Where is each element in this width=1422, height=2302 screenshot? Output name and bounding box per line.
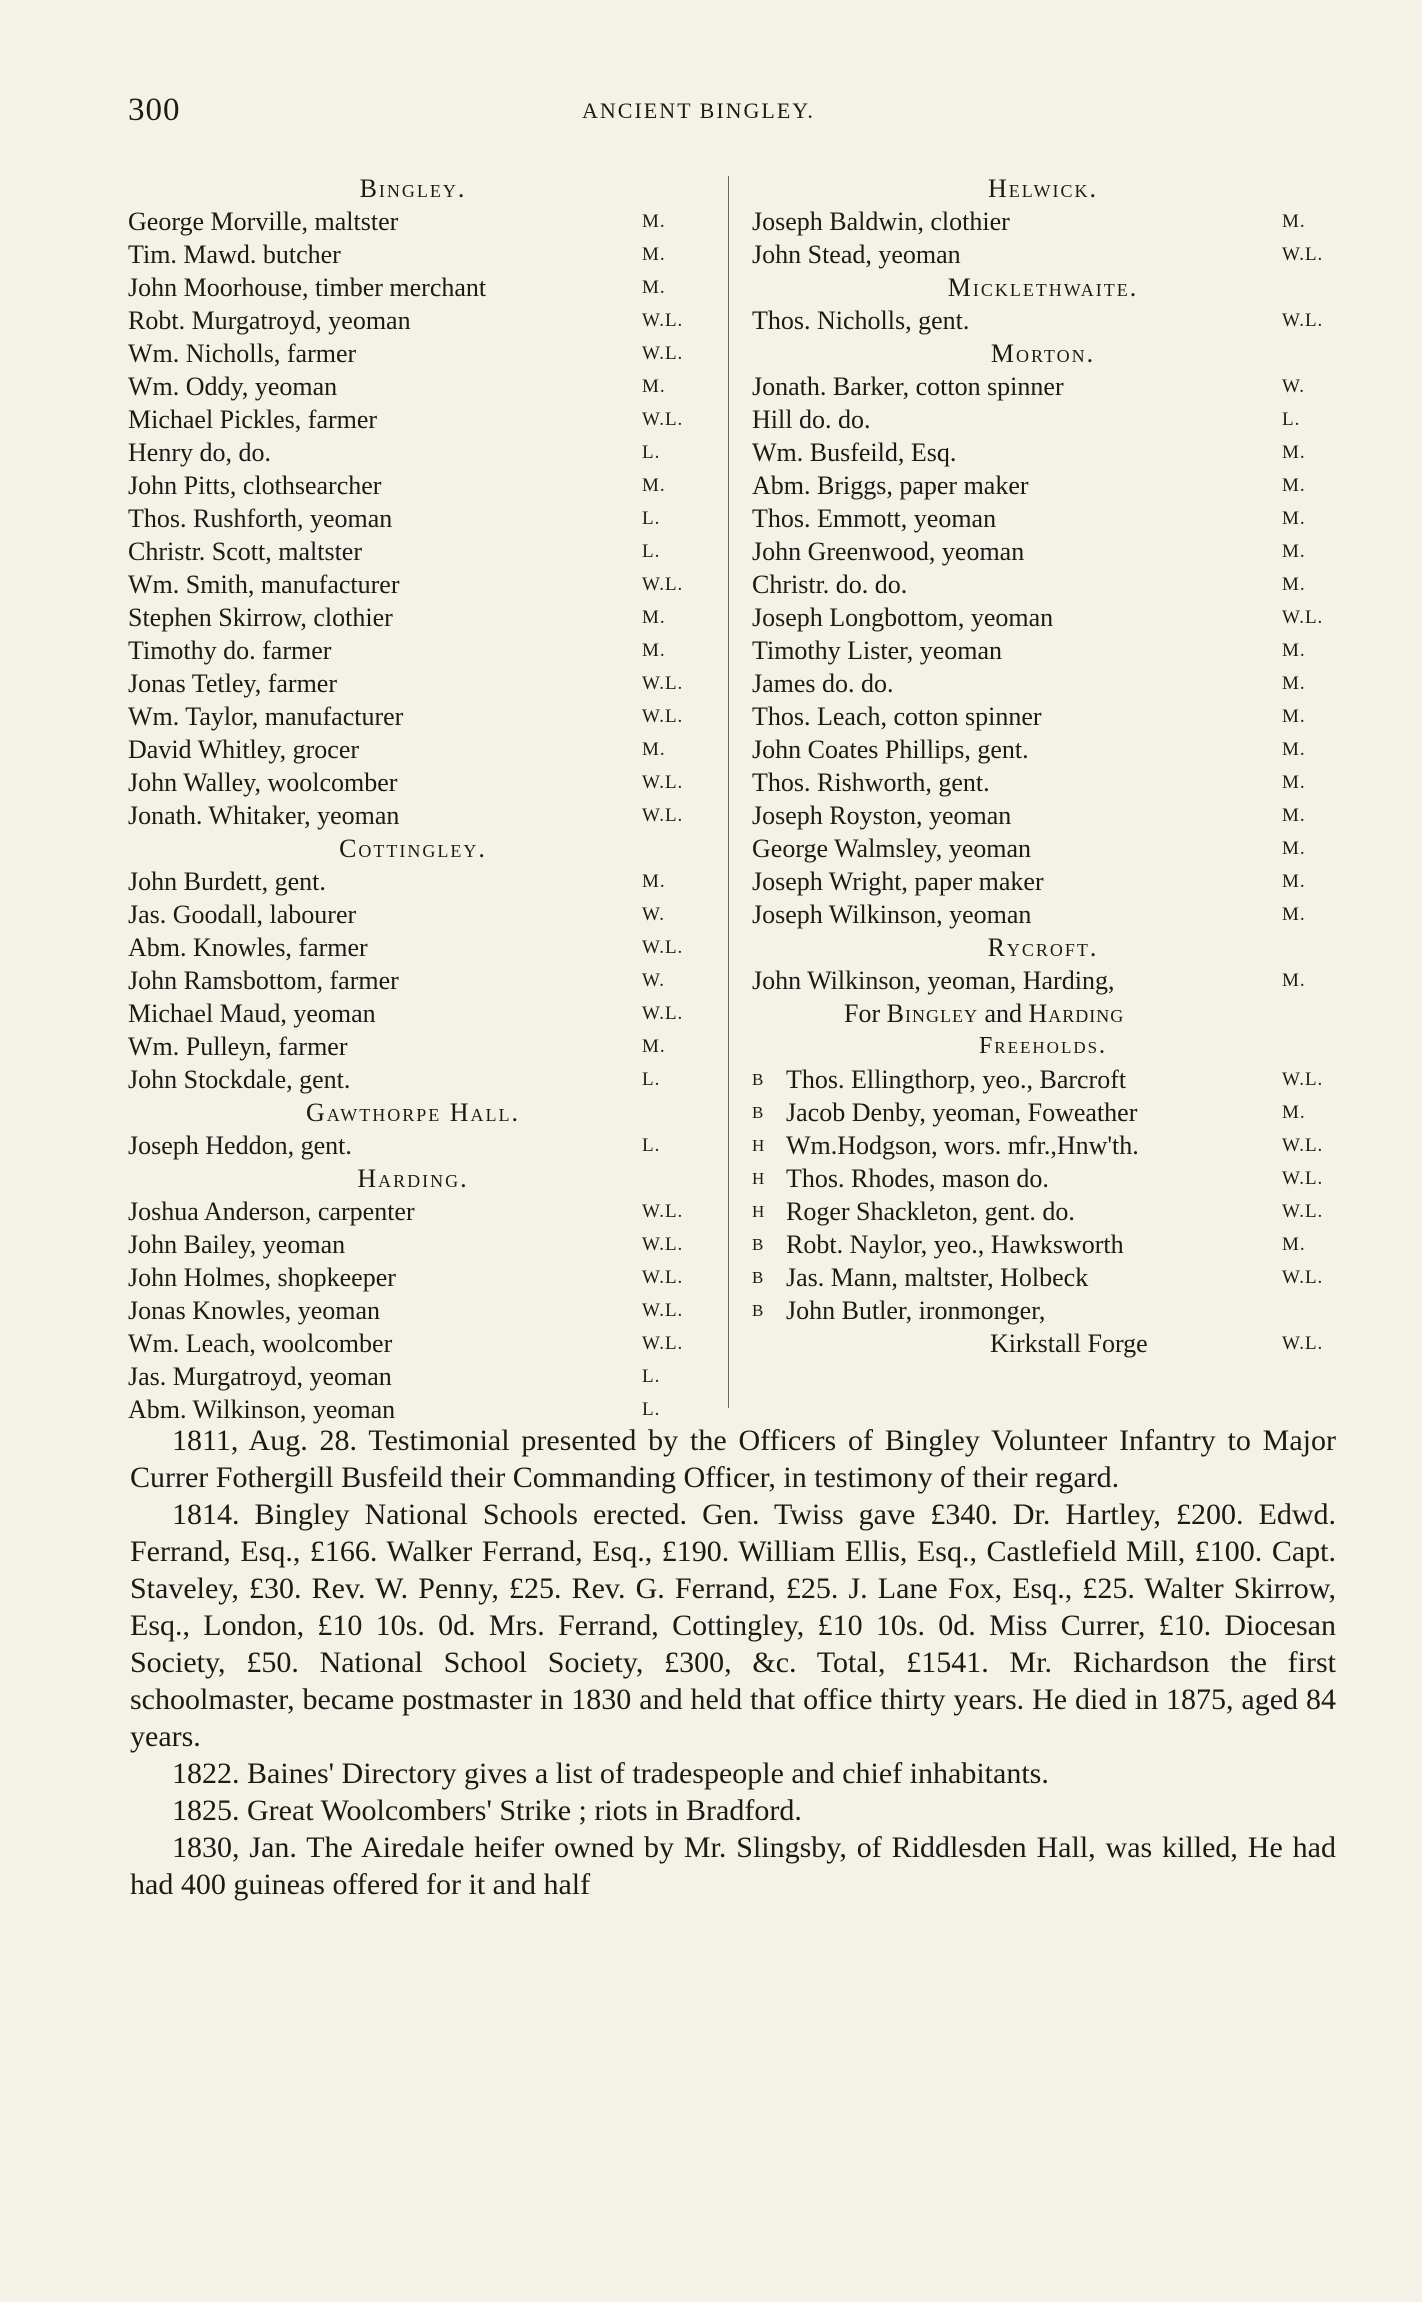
freehold-entry [752, 1195, 1334, 1228]
list-entry [752, 634, 1334, 667]
list-entry [128, 1195, 698, 1228]
freehold-entry [752, 1261, 1334, 1294]
entry-mark: M. [1282, 574, 1306, 595]
entry-name: Wm.Hodgson, wors. mfr.,Hnw'th. [786, 1131, 1139, 1160]
entry-name: Jonath. Barker, cotton spinner [752, 372, 1064, 401]
list-entry [128, 898, 698, 931]
entry-mark: L. [642, 1399, 661, 1420]
entry-mark: M. [1282, 838, 1306, 859]
page-number: 300 [128, 92, 181, 128]
entry-mark: M. [642, 475, 666, 496]
list-entry [128, 502, 698, 535]
list-entry [752, 568, 1334, 601]
entry-name: John Butler, ironmonger, [786, 1296, 1046, 1325]
freehold-entry [752, 1294, 1334, 1327]
entry-mark: W.L. [1282, 310, 1324, 331]
entry-mark: W.L. [1282, 1168, 1324, 1189]
freehold-entry [752, 1129, 1334, 1162]
section-heading: Rycroft. [987, 933, 1099, 962]
freehold-entry [752, 1063, 1334, 1096]
entry-mark: M. [642, 244, 666, 265]
entry-mark: L. [642, 1135, 661, 1156]
list-entry [128, 1030, 698, 1063]
list-entry [752, 304, 1334, 337]
entry-name: Thos. Rushforth, yeoman [128, 504, 393, 533]
entry-mark: W.L. [1282, 607, 1324, 628]
entry-name: Wm. Smith, manufacturer [128, 570, 400, 599]
entry-name: Robt. Murgatroyd, yeoman [128, 306, 411, 335]
section-heading: Helwick. [988, 174, 1098, 203]
entry-mark: M. [1282, 640, 1306, 661]
list-entry [752, 700, 1334, 733]
freeholds-heading-word: Bingley [886, 999, 978, 1028]
entry-name: George Morville, maltster [128, 207, 399, 236]
entry-mark: W. [642, 970, 665, 991]
list-entry [752, 766, 1334, 799]
list-entry [752, 436, 1334, 469]
entry-name: Wm. Nicholls, farmer [128, 339, 357, 368]
entry-name: Abm. Knowles, farmer [128, 933, 368, 962]
entry-mark: W.L. [1282, 1267, 1324, 1288]
entry-name: Jas. Goodall, labourer [128, 900, 357, 929]
body-paragraph: 1814. Bingley National Schools erected. Gen. Twiss gave £340. Dr. Hartley, £200. Edwd. Ferrand, Esq., £166. Walker Ferrand, Esq., £190. William Ellis, Esq., Castlefield Mill, £100. Capt. Staveley, £30. Rev. W. Penny, £25. Rev. G. Ferrand, £25. J. Lane Fox, Esq., £25. Walter Skirrow, Esq., London, £10 10s. 0d. Mrs. Ferrand, Cottingley, £10 10s. 0d. Miss Currer, £10. Diocesan Society, £50. National School Society, £300, &c. Total, £1541. Mr. Richardson the first schoolmaster, became postmaster in 1830 and held that office thirty years. He died in 1875, aged 84 years. [130, 1498, 1336, 1753]
entry-prefix: B [752, 1235, 764, 1254]
left-column [128, 172, 698, 1426]
running-title: ANCIENT BINGLEY. [582, 98, 815, 123]
entry-mark: M. [642, 277, 666, 298]
list-entry [128, 634, 698, 667]
list-entry [752, 832, 1334, 865]
entry-name: James do. do. [752, 669, 894, 698]
list-entry [752, 667, 1334, 700]
entry-name: Stephen Skirrow, clothier [128, 603, 393, 632]
entry-name: Thos. Leach, cotton spinner [752, 702, 1042, 731]
list-entry [128, 733, 698, 766]
list-entry [128, 1327, 698, 1360]
entry-name: Michael Pickles, farmer [128, 405, 378, 434]
list-entry [752, 469, 1334, 502]
body-paragraph: 1811, Aug. 28. Testimonial presented by the Officers of Bingley Volunteer Infantry to Major Currer Fothergill Busfeild their Commanding Officer, in testimony of their regard. [130, 1424, 1336, 1494]
page-header [128, 92, 1328, 142]
entry-prefix: B [752, 1103, 764, 1122]
list-entry [128, 964, 698, 997]
list-entry [128, 205, 698, 238]
entry-mark: M. [642, 607, 666, 628]
list-entry [128, 700, 698, 733]
body-text [130, 1422, 1336, 1903]
section-heading: Cottingley. [339, 834, 487, 863]
list-entry [752, 403, 1334, 436]
list-entry [128, 799, 698, 832]
entry-mark: W.L. [642, 805, 684, 826]
list-entry [128, 1294, 698, 1327]
entry-mark: M. [1282, 904, 1306, 925]
entry-name: Joseph Royston, yeoman [752, 801, 1012, 830]
entry-name: John Wilkinson, yeoman, Harding, [752, 966, 1115, 995]
entry-mark: W.L. [642, 1300, 684, 1321]
entry-mark: M. [642, 871, 666, 892]
freehold-entry [752, 1327, 1334, 1360]
list-entry [752, 535, 1334, 568]
entry-name: John Holmes, shopkeeper [128, 1263, 396, 1292]
entry-name: John Greenwood, yeoman [752, 537, 1025, 566]
entry-mark: M. [1282, 805, 1306, 826]
entry-name: Robt. Naylor, yeo., Hawksworth [786, 1230, 1124, 1259]
entry-name: John Coates Phillips, gent. [752, 735, 1029, 764]
entry-name: John Stead, yeoman [752, 240, 961, 269]
freehold-entry [752, 1162, 1334, 1195]
list-entry [128, 1360, 698, 1393]
entry-name: Jacob Denby, yeoman, Foweather [786, 1098, 1138, 1127]
entry-mark: W.L. [1282, 1135, 1324, 1156]
entry-name: Thos. Ellingthorp, yeo., Barcroft [786, 1065, 1127, 1094]
list-entry [752, 799, 1334, 832]
section-heading: Morton. [990, 339, 1096, 368]
entry-prefix: B [752, 1070, 764, 1089]
entry-mark: W.L. [1282, 1201, 1324, 1222]
list-entry [128, 535, 698, 568]
entry-mark: M. [1282, 673, 1306, 694]
list-entry [752, 205, 1334, 238]
freeholds-heading-line2: Freeholds. [978, 1033, 1108, 1059]
entry-mark: L. [642, 508, 661, 529]
entry-name: Wm. Pulleyn, farmer [128, 1032, 348, 1061]
entry-mark: M. [1282, 508, 1306, 529]
entry-name: Michael Maud, yeoman [128, 999, 376, 1028]
entry-mark: M. [1282, 739, 1306, 760]
entry-name: Wm. Taylor, manufacturer [128, 702, 404, 731]
entry-prefix: H [752, 1136, 765, 1155]
entry-mark: M. [1282, 1102, 1306, 1123]
entry-mark: W.L. [642, 343, 684, 364]
freeholds-heading-word: Harding [1028, 999, 1125, 1028]
entry-name: Hill do. do. [752, 405, 871, 434]
section-heading: Harding. [357, 1164, 469, 1193]
entry-mark: W.L. [642, 409, 684, 430]
list-entry [752, 502, 1334, 535]
entry-mark: W.L. [642, 574, 684, 595]
entry-name: Christr. Scott, maltster [128, 537, 362, 566]
entry-mark: M. [642, 1036, 666, 1057]
list-entry [752, 601, 1334, 634]
entry-mark: M. [1282, 772, 1306, 793]
entry-name: Jonas Knowles, yeoman [128, 1296, 381, 1325]
entry-name: John Stockdale, gent. [128, 1065, 351, 1094]
entry-mark: M. [642, 211, 666, 232]
entry-mark: W. [1282, 376, 1305, 397]
freeholds-heading-word: For [844, 999, 881, 1028]
list-entry [752, 964, 1334, 997]
entry-name: Roger Shackleton, gent. do. [786, 1197, 1075, 1226]
entry-name: Joshua Anderson, carpenter [128, 1197, 415, 1226]
list-entry [128, 469, 698, 502]
list-entry [128, 1063, 698, 1096]
entry-name: Thos. Emmott, yeoman [752, 504, 997, 533]
entry-mark: W.L. [642, 1333, 684, 1354]
entry-mark: W.L. [642, 673, 684, 694]
entry-name: Timothy Lister, yeoman [752, 636, 1003, 665]
freehold-entry [752, 1228, 1334, 1261]
entry-mark: W. [642, 904, 665, 925]
entry-mark: W.L. [642, 310, 684, 331]
entry-name: George Walmsley, yeoman [752, 834, 1032, 863]
entry-name: John Ramsbottom, farmer [128, 966, 399, 995]
entry-mark: W.L. [642, 772, 684, 793]
entry-mark: M. [1282, 1234, 1306, 1255]
list-entry [128, 370, 698, 403]
entry-name: John Bailey, yeoman [128, 1230, 346, 1259]
entry-mark: L. [642, 442, 661, 463]
entry-name: David Whitley, grocer [128, 735, 360, 764]
column-divider [728, 176, 729, 1408]
entry-mark: W.L. [642, 1267, 684, 1288]
section-heading: Gawthorpe Hall. [305, 1098, 521, 1127]
entry-mark: M. [1282, 442, 1306, 463]
list-entry [128, 1261, 698, 1294]
list-entry [128, 436, 698, 469]
entry-name: Abm. Briggs, paper maker [752, 471, 1029, 500]
entry-prefix: B [752, 1301, 764, 1320]
list-entry [128, 865, 698, 898]
entry-mark: M. [1282, 475, 1306, 496]
list-entry [752, 733, 1334, 766]
list-entry [128, 667, 698, 700]
entry-mark: L. [642, 541, 661, 562]
entry-mark: L. [642, 1069, 661, 1090]
list-entry [752, 370, 1334, 403]
entry-mark: M. [1282, 871, 1306, 892]
entry-name: Thos. Nicholls, gent. [752, 306, 970, 335]
entry-name: Joseph Wright, paper maker [752, 867, 1044, 896]
entry-name: Jonas Tetley, farmer [128, 669, 337, 698]
entry-name: Wm. Oddy, yeoman [128, 372, 338, 401]
entry-mark: M. [1282, 706, 1306, 727]
entry-mark: W.L. [642, 1003, 684, 1024]
body-paragraph: 1830, Jan. The Airedale heifer owned by Mr. Slingsby, of Riddlesden Hall, was killed, He had had 400 guineas offered for it and half [130, 1831, 1336, 1901]
body-paragraph: 1825. Great Woolcombers' Strike ; riots in Bradford. [172, 1794, 802, 1827]
list-entry [128, 568, 698, 601]
entry-name: Joseph Heddon, gent. [128, 1131, 352, 1160]
entry-mark: M. [642, 640, 666, 661]
list-entry [752, 865, 1334, 898]
freehold-entry [752, 1096, 1334, 1129]
list-entry [128, 766, 698, 799]
entry-name: Kirkstall Forge [990, 1329, 1148, 1358]
list-entry [128, 337, 698, 370]
entry-name: Joseph Wilkinson, yeoman [752, 900, 1032, 929]
right-column [752, 172, 1334, 1360]
entry-mark: M. [642, 376, 666, 397]
freeholds-heading-word: and [984, 999, 1022, 1028]
entry-name: John Pitts, clothsearcher [128, 471, 382, 500]
entry-prefix: H [752, 1202, 765, 1221]
entry-mark: L. [1282, 409, 1301, 430]
entry-name: Joseph Longbottom, yeoman [752, 603, 1054, 632]
list-entry [128, 997, 698, 1030]
entry-name: John Burdett, gent. [128, 867, 326, 896]
entry-name: Henry do, do. [128, 438, 271, 467]
body-paragraph: 1822. Baines' Directory gives a list of tradespeople and chief inhabitants. [172, 1757, 1049, 1790]
entry-name: John Walley, woolcomber [128, 768, 398, 797]
entry-prefix: B [752, 1268, 764, 1287]
freeholds-heading-line1 [752, 997, 1334, 1030]
list-entry [128, 304, 698, 337]
entry-prefix: H [752, 1169, 765, 1188]
entry-name: Jonath. Whitaker, yeoman [128, 801, 400, 830]
entry-mark: W.L. [1282, 1333, 1324, 1354]
list-entry [128, 271, 698, 304]
entry-name: Thos. Rhodes, mason do. [786, 1164, 1049, 1193]
list-entry [128, 931, 698, 964]
entry-name: Abm. Wilkinson, yeoman [128, 1395, 396, 1424]
list-entry [752, 238, 1334, 271]
section-heading: Bingley. [359, 174, 467, 203]
entry-name: Christr. do. do. [752, 570, 908, 599]
list-entry [128, 403, 698, 436]
entry-mark: M. [1282, 970, 1306, 991]
entry-mark: M. [1282, 211, 1306, 232]
entry-name: Joseph Baldwin, clothier [752, 207, 1010, 236]
entry-mark: W.L. [1282, 244, 1324, 265]
entry-name: Jas. Mann, maltster, Holbeck [786, 1263, 1089, 1292]
entry-mark: M. [642, 739, 666, 760]
entry-mark: W.L. [642, 706, 684, 727]
section-heading: Micklethwaite. [947, 273, 1139, 302]
freeholds-heading [752, 997, 1334, 1063]
list-entry [752, 898, 1334, 931]
entry-mark: W.L. [642, 1201, 684, 1222]
entry-mark: M. [1282, 541, 1306, 562]
entry-mark: L. [642, 1366, 661, 1387]
list-entry [128, 601, 698, 634]
entry-mark: W.L. [642, 1234, 684, 1255]
entry-name: Tim. Mawd. butcher [128, 240, 341, 269]
list-entry [128, 1129, 698, 1162]
entry-name: Thos. Rishworth, gent. [752, 768, 990, 797]
entry-name: Timothy do. farmer [128, 636, 332, 665]
list-entry [128, 238, 698, 271]
entry-mark: W.L. [642, 937, 684, 958]
entry-name: Jas. Murgatroyd, yeoman [128, 1362, 392, 1391]
entry-name: John Moorhouse, timber merchant [128, 273, 487, 302]
entry-name: Wm. Leach, woolcomber [128, 1329, 393, 1358]
entry-name: Wm. Busfeild, Esq. [752, 438, 957, 467]
entry-mark: W.L. [1282, 1069, 1324, 1090]
list-entry [128, 1228, 698, 1261]
